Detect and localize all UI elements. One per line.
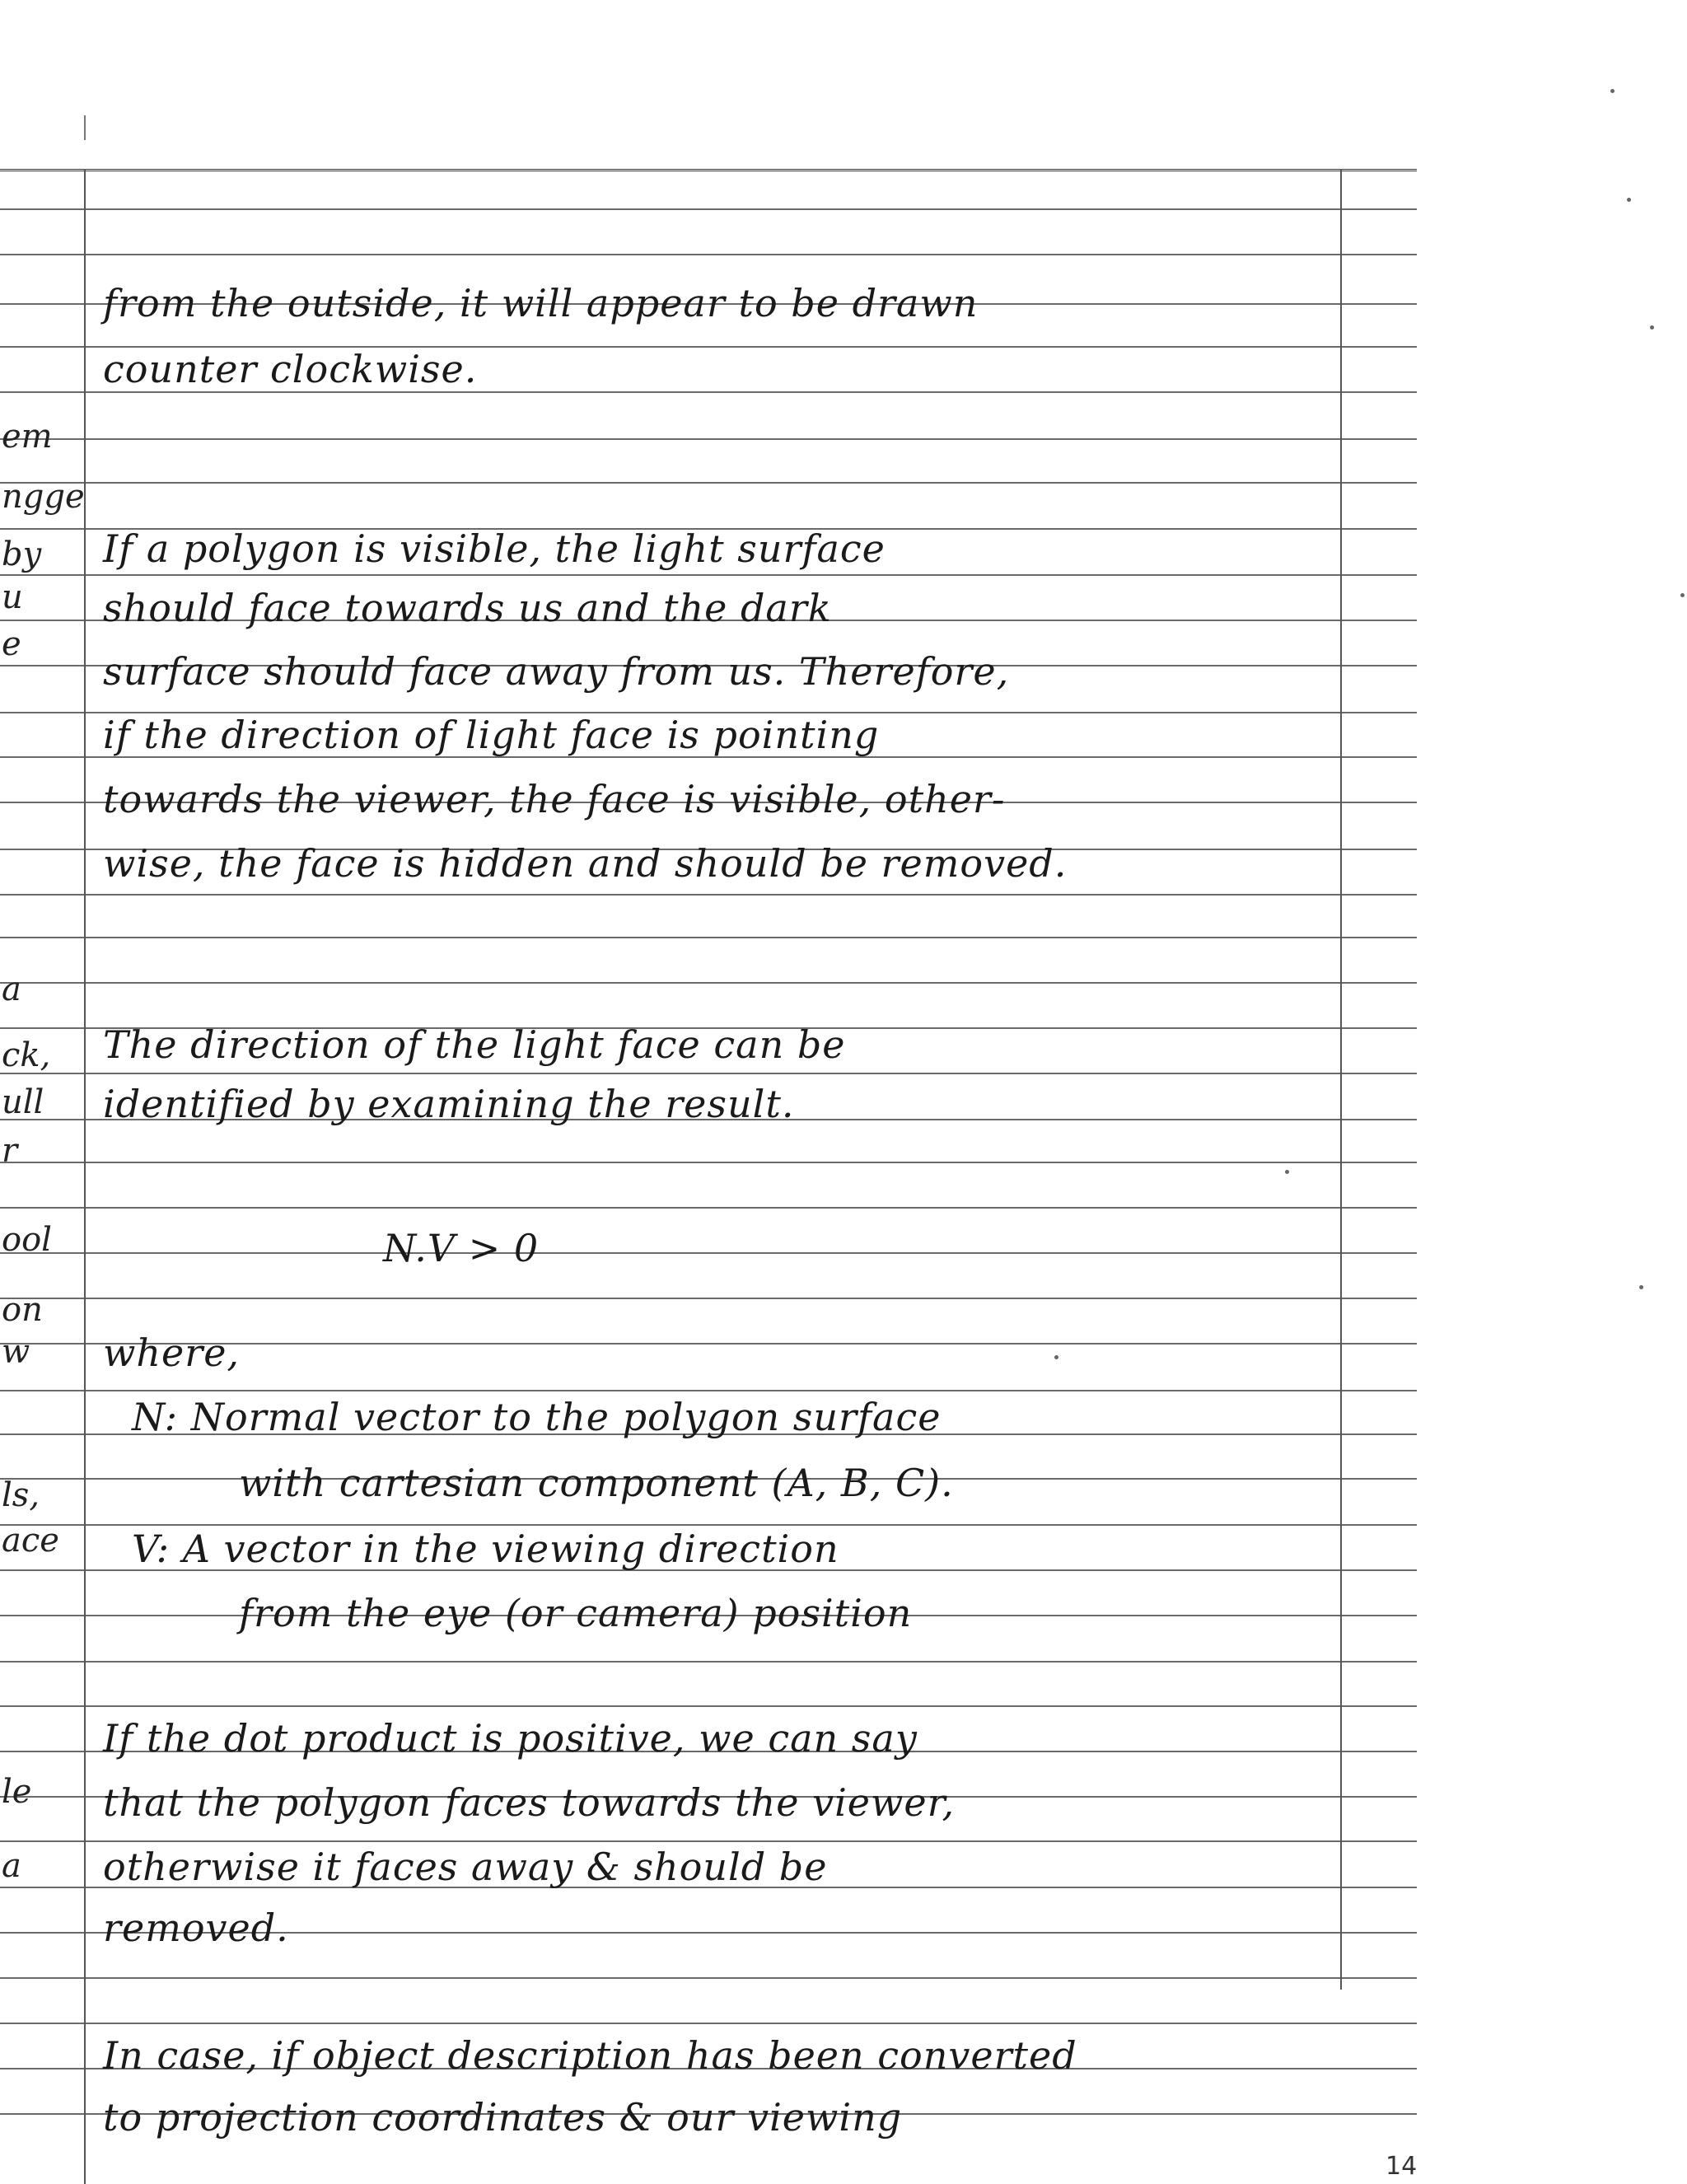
margin-fragment: a: [2, 970, 21, 1008]
text-line: where,: [103, 1331, 241, 1375]
ruled-line: [0, 1162, 1417, 1163]
definition-line: N: Normal vector to the polygon surface: [132, 1395, 942, 1439]
ruled-line: [0, 1977, 1417, 1979]
definition-line: V: A vector in the viewing direction: [132, 1527, 839, 1571]
definition-line: with cartesian component (A, B, C).: [239, 1461, 954, 1505]
text-line: that the polygon faces towards the viewer,: [103, 1780, 956, 1825]
definition-line: from the eye (or camera) position: [239, 1591, 913, 1635]
page-number: 14: [1386, 2152, 1418, 2181]
margin-fragment: by: [2, 535, 42, 573]
scan-speck: [1639, 1285, 1643, 1289]
ruled-line: [0, 1207, 1417, 1209]
scan-speck: [1627, 198, 1631, 202]
ruled-line: [0, 1073, 1417, 1074]
text-line: otherwise it faces away & should be: [103, 1845, 828, 1889]
ruled-line: [0, 482, 1417, 484]
ruled-line: [0, 1298, 1417, 1299]
text-line: counter clockwise.: [103, 347, 478, 391]
formula-line: N.V > 0: [383, 1226, 540, 1270]
ruled-line: [0, 438, 1417, 440]
ruled-line: [0, 1661, 1417, 1663]
text-line: surface should face away from us. Therefore,: [103, 649, 1010, 694]
margin-fragment: a: [2, 1847, 21, 1885]
margin-fragment: em: [2, 418, 53, 456]
ruled-line: [0, 574, 1417, 576]
text-line: removed.: [103, 1906, 289, 1950]
text-line: wise, the face is hidden and should be removed.: [103, 841, 1068, 886]
top-double-rule: [0, 169, 1417, 171]
margin-fragment: r: [2, 1132, 18, 1170]
text-line: If a polygon is visible, the light surface: [103, 526, 886, 571]
margin-fragment: ck,: [2, 1036, 51, 1074]
scan-speck: [1054, 1355, 1058, 1359]
margin-fragment: u: [2, 578, 23, 616]
ruled-line: [0, 208, 1417, 210]
right-margin-line: [1340, 169, 1342, 1990]
ruled-line: [0, 982, 1417, 984]
margin-fragment: ull: [2, 1083, 44, 1121]
text-line: towards the viewer, the face is visible, other-: [103, 777, 1006, 821]
margin-fragment: w: [2, 1333, 30, 1371]
ruled-line: [0, 1252, 1417, 1254]
margin-fragment: on: [2, 1291, 43, 1329]
margin-fragment: ls,: [2, 1476, 40, 1514]
text-line: to projection coordinates & our viewing: [103, 2095, 903, 2140]
margin-fragment: ool: [2, 1221, 52, 1259]
text-line: should face towards us and the dark: [103, 586, 832, 630]
margin-fragment: le: [2, 1773, 32, 1811]
top-tick-mark: [84, 115, 86, 140]
ruled-line: [0, 254, 1417, 255]
left-margin-line: [84, 169, 86, 2184]
text-line: The direction of the light face can be: [103, 1022, 846, 1067]
text-line: if the direction of light face is pointing: [103, 713, 880, 757]
text-line: In case, if object description has been converted: [103, 2033, 1077, 2078]
scan-speck: [1285, 1170, 1289, 1174]
scan-speck: [1650, 325, 1654, 330]
scan-speck: [1610, 89, 1615, 93]
ruled-line: [0, 1390, 1417, 1391]
text-line: identified by examining the result.: [103, 1082, 795, 1126]
ruled-line: [0, 937, 1417, 938]
ruled-line: [0, 894, 1417, 896]
ruled-line: [0, 1705, 1417, 1707]
ruled-line: [0, 2023, 1417, 2024]
margin-fragment: e: [2, 625, 21, 663]
scan-speck: [1680, 593, 1685, 597]
text-line: from the outside, it will appear to be drawn: [103, 281, 979, 325]
text-line: If the dot product is positive, we can say: [103, 1716, 918, 1761]
margin-fragment: ace: [2, 1522, 59, 1560]
margin-fragment: ngge: [2, 478, 85, 516]
